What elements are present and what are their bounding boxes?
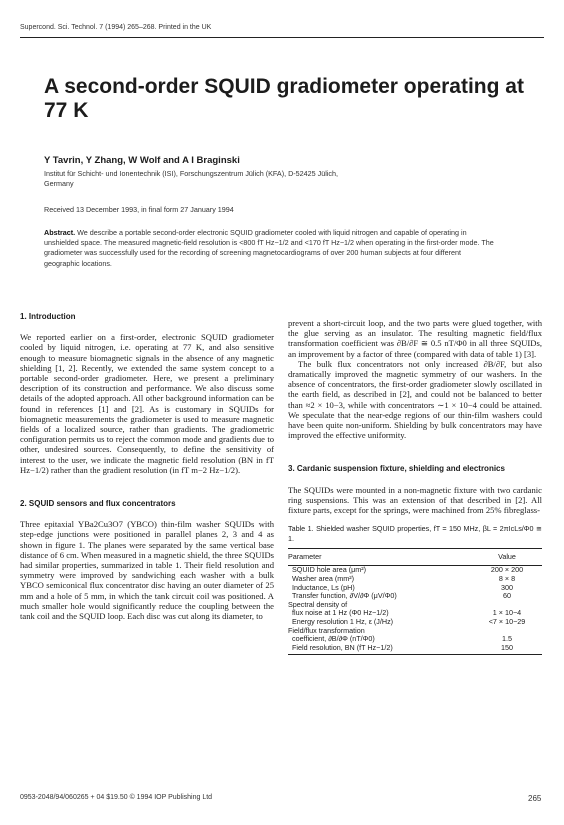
- table-cell-parameter: SQUID hole area (μm²): [292, 565, 367, 575]
- intro-paragraph: We reported earlier on a first-order, electronic SQUID gradiometer cooled by liquid nitrogen, i.e. operating at 77 K, and also sensitive enough to measure biomagnetic signals in the absence of any magnetic shielding [1, 2]. Recently, we extended the same system concept to a portable second-order gradiometer. Here, we present a preliminary description of its construction and performance. We also discuss some details of the adopted approach. All other background information can be found in references [1] and [2]. As is customary in SQUIDs for biomagnetic measurements the gradiometer is used to measure magnetic fields of a localized source, rather than gradients. The gradiometric configuration permits us to reject the common mode and gradients due to other, undesired sources. Consequently, to define the sensitivity of interest to the user, we indicate the magnetic field resolution (BN in fT Hz−1/2) rather than the gradient resolution (in fT m−2 Hz−1/2).: [20, 332, 274, 475]
- table-cell-value: 1 × 10−4: [492, 608, 522, 618]
- right-paragraph-2: The bulk flux concentrators not only increased ∂B/∂F, but also dramatically improved the magnetic symmetry of our washers. In the absence of concentrators, the first-order gradiometer slowly oscillated in the earth field, as described in [2], and could not be balanced to better than ≈2 × 10−3, while with concentrators ∼1 × 10−4 could be attained. We speculate that the near-edge regions of our thin-film washers could have been quite non-uniform. Shielding by bulk concentrators may have improved the effective uniformity.: [288, 358, 542, 441]
- table-cell-value: 1.5: [502, 634, 512, 644]
- abstract: [44, 228, 494, 269]
- header-rule: [20, 37, 544, 38]
- received-date: Received 13 December 1993, in final form 27 January 1994: [44, 205, 234, 214]
- section-heading-squid: 2. SQUID sensors and flux concentrators: [20, 499, 176, 509]
- table-cell-value: <7 × 10−29: [488, 617, 526, 627]
- affiliation: Institut für Schicht- und Ionentechnik (ISI), Forschungszentrum Jülich (KFA), D-52425 Jülich, Germany: [44, 169, 339, 188]
- table-cell-parameter: flux noise at 1 Hz (Φ0 Hz−1/2): [292, 608, 389, 618]
- table-cell-value: 60: [503, 591, 511, 601]
- right-column: [288, 318, 542, 655]
- table-cell-parameter: Field/flux transformation: [288, 625, 365, 635]
- cardanic-paragraph: The SQUIDs were mounted in a non-magnetic fixture with two cardanic ring suspensions. This was an extension of that described in [2]. All fixture parts, except for the springs, were machined from 25% fibreglass-: [288, 484, 542, 516]
- section-heading-intro: 1. Introduction: [20, 312, 76, 321]
- paper-title: A second-order SQUID gradiometer operating at 77 K: [44, 75, 524, 122]
- left-column: [20, 312, 274, 621]
- table-cell-parameter: coefficient, ∂B/∂Φ (nT/Φ0): [292, 634, 375, 644]
- journal-header: Supercond. Sci. Technol. 7 (1994) 265–268. Printed in the UK: [20, 24, 212, 31]
- abstract-label: Abstract.: [44, 228, 76, 237]
- squid-properties-table: [288, 548, 542, 655]
- table-cell-value: 150: [472, 644, 542, 655]
- page-number: 265: [528, 794, 542, 803]
- table-cell-parameter: Energy resolution 1 Hz, ε (J/Hz): [292, 617, 394, 627]
- table-cell-value: 300: [501, 582, 513, 592]
- abstract-text: We describe a portable second-order electronic SQUID gradiometer cooled with liquid nitrogen and capable of operating in unshielded space. The measured magnetic-field resolution is <800 fT Hz−1/2 and <170 fT Hz−1/2 when operating in the first-order mode. The gradiometer was successfully used for the recording of screening magnetocardiograms of over 200 human subjects at four different geographic locations.: [44, 228, 494, 268]
- table-cell-parameter: Washer area (mm²): [292, 574, 355, 584]
- table-caption: Table 1. Shielded washer SQUID properties, fT = 150 MHz, βL = 2πIcLs/Φ0 ≅ 1.: [288, 524, 542, 544]
- authors: Y Tavrin, Y Zhang, W Wolf and A I Braginski: [44, 155, 240, 166]
- right-paragraph-1: prevent a short-circuit loop, and the two parts were glued together, with the glue serving as an insulator. The resulting magnetic field/flux transformation coefficient was ∂B/∂F ≅ 0.5 nT/Φ0 in all three SQUIDs, an improvement by a factor of three (compared with data of table 1) [3].: [288, 318, 542, 359]
- table-cell-value: 200 × 200: [490, 565, 524, 575]
- table-cell-parameter: Inductance, Ls (pH): [292, 582, 355, 592]
- section-heading-cardanic: 3. Cardanic suspension fixture, shielding and electronics: [288, 464, 505, 474]
- table-cell-parameter: Spectral density of: [288, 599, 348, 609]
- table-cell-parameter: Transfer function, ∂V/∂Φ (μV/Φ0): [292, 591, 397, 601]
- table-cell-value: 8 × 8: [498, 574, 516, 584]
- squid-paragraph: Three epitaxial YBa2Cu3O7 (YBCO) thin-film washer SQUIDs with step-edge junctions were positioned in parallel planes 2, 3 and 4 as shown in figure 1. The planes were separated by the same vertical base distance of 6 cm. When measured in a magnetic shield, the three SQUIDs had similar properties, summarized in table 1. Their field resolution and symmetry were improved by sandwiching each washer with a bulk YBCO semiconical flux concentrator disc having an outer diameter of 25 mm and a hole of 5 mm, in which the tank circuit coil was positioned. A much smaller hole would significantly reduce the coupling between the tank coil and the SQUID loop. Each disc was cut along its diameter, to: [20, 519, 274, 622]
- table-header-value: Value: [472, 549, 542, 566]
- footer-copyright: 0953-2048/94/060265 + 04 $19.50 © 1994 IOP Publishing Ltd: [20, 794, 213, 801]
- table-header-parameter: Parameter: [288, 549, 472, 566]
- table-cell-parameter: Field resolution, BN (fT Hz−1/2): [288, 644, 472, 655]
- table-row: [288, 644, 542, 655]
